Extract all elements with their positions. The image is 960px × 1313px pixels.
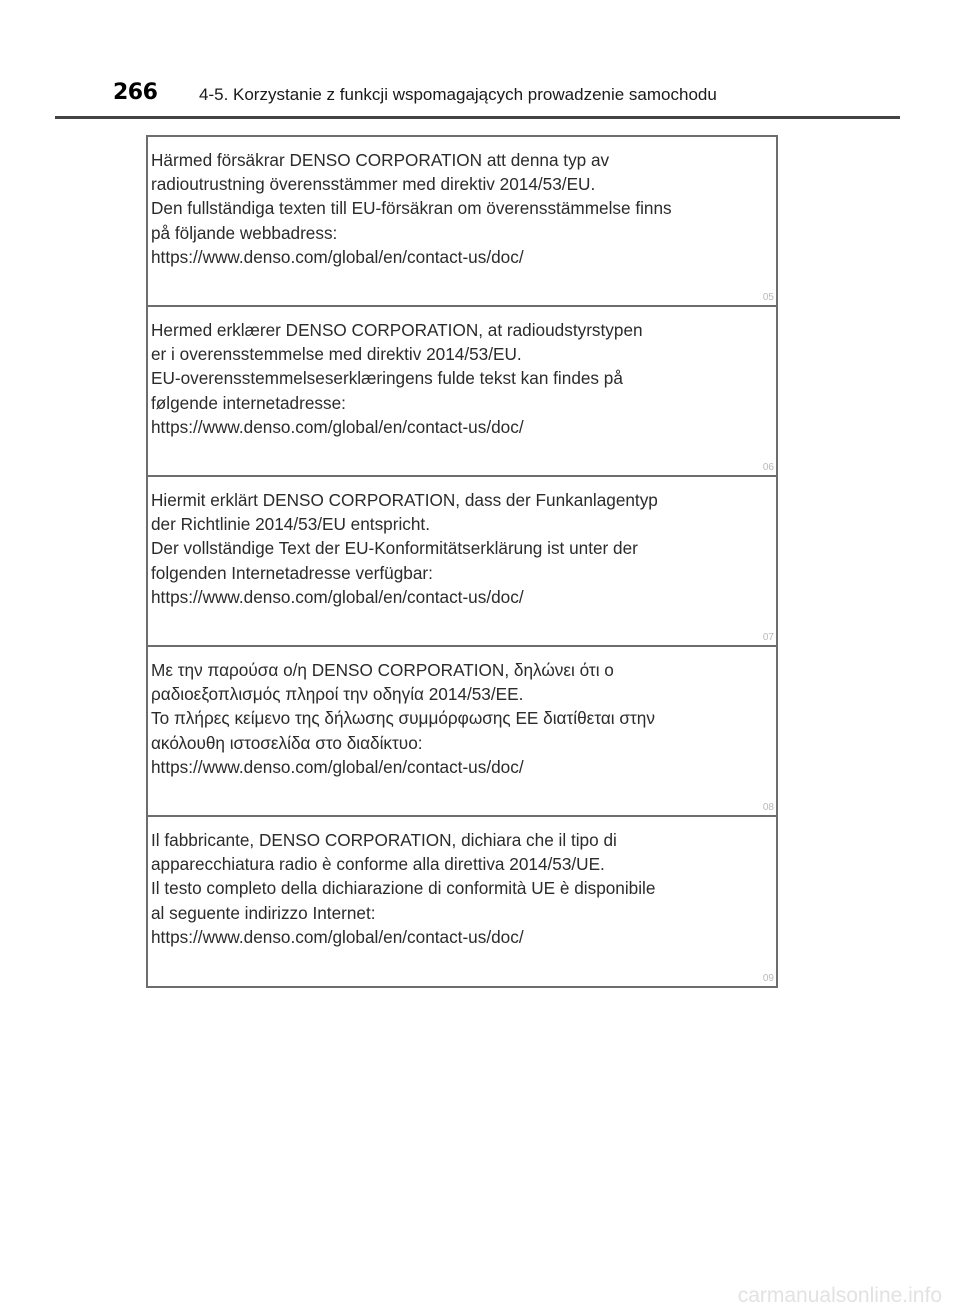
declaration-code: 05 — [762, 292, 774, 303]
declaration-text — [151, 318, 772, 439]
declaration-line: Hermed erklærer DENSO CORPORATION, at radioudstyrstypen — [151, 320, 643, 340]
declaration-line: apparecchiatura radio è conforme alla direttiva 2014/53/UE. — [151, 854, 605, 875]
declaration-line: Hiermit erklärt DENSO CORPORATION, dass der Funkanlagentyp — [151, 490, 658, 510]
watermark: carmanualsonline.info — [737, 1284, 942, 1307]
declaration-danish — [148, 307, 776, 477]
declaration-line: EU-overensstemmelseserklæringens fulde tekst kan findes på — [151, 368, 623, 389]
declaration-line: på följande webbadress: — [151, 222, 338, 243]
page-header — [55, 76, 900, 119]
declaration-line: al seguente indirizzo Internet: — [151, 902, 376, 923]
declaration-line: ραδιοεξοπλισμός πληροί την οδηγία 2014/53/ΕΕ. — [151, 684, 524, 705]
declaration-text — [151, 148, 772, 269]
declaration-text — [151, 488, 772, 609]
declaration-line: Το πλήρες κείμενο της δήλωσης συμμόρφωσης ΕΕ διατίθεται στην — [151, 708, 655, 729]
declaration-swedish — [148, 137, 776, 307]
declaration-code: 06 — [762, 462, 774, 473]
declaration-url: https://www.denso.com/global/en/contact-us/doc/ — [151, 246, 524, 267]
declaration-greek — [148, 647, 776, 817]
declaration-line: er i overensstemmelse med direktiv 2014/53/EU. — [151, 344, 522, 365]
declaration-line: Der vollständige Text der EU-Konformitätserklärung ist unter der — [151, 538, 638, 559]
declaration-url: https://www.denso.com/global/en/contact-us/doc/ — [151, 926, 524, 947]
declaration-line: Il fabbricante, DENSO CORPORATION, dichiara che il tipo di — [151, 830, 617, 850]
declaration-url: https://www.denso.com/global/en/contact-us/doc/ — [151, 756, 524, 777]
declaration-line: radioutrustning överensstämmer med direktiv 2014/53/EU. — [151, 174, 596, 195]
section-title: 4-5. Korzystanie z funkcji wspomagających prowadzenie samochodu — [199, 85, 717, 104]
declaration-line: Με την παρούσα ο/η DENSO CORPORATION, δηλώνει ότι ο — [151, 660, 614, 680]
declaration-italian — [148, 817, 776, 986]
declaration-line: Den fullständiga texten till EU-försäkran om överensstämmelse finns — [151, 198, 672, 219]
declaration-german — [148, 477, 776, 647]
declaration-line: folgenden Internetadresse verfügbar: — [151, 562, 433, 583]
declaration-line: Härmed försäkrar DENSO CORPORATION att denna typ av — [151, 150, 610, 170]
declaration-code: 07 — [762, 632, 774, 643]
declaration-line: ακόλουθη ιστοσελίδα στο διαδίκτυο: — [151, 732, 423, 753]
declarations-frame — [146, 135, 778, 988]
declaration-line: der Richtlinie 2014/53/EU entspricht. — [151, 514, 430, 535]
declaration-url: https://www.denso.com/global/en/contact-us/doc/ — [151, 586, 524, 607]
declaration-url: https://www.denso.com/global/en/contact-us/doc/ — [151, 416, 524, 437]
declaration-line: følgende internetadresse: — [151, 392, 346, 413]
declaration-code: 09 — [762, 973, 774, 984]
declaration-code: 08 — [762, 802, 774, 813]
declaration-text — [151, 658, 772, 779]
page-number: 266 — [113, 80, 158, 105]
declaration-line: Il testo completo della dichiarazione di conformità UE è disponibile — [151, 878, 656, 899]
declaration-text — [151, 828, 772, 949]
